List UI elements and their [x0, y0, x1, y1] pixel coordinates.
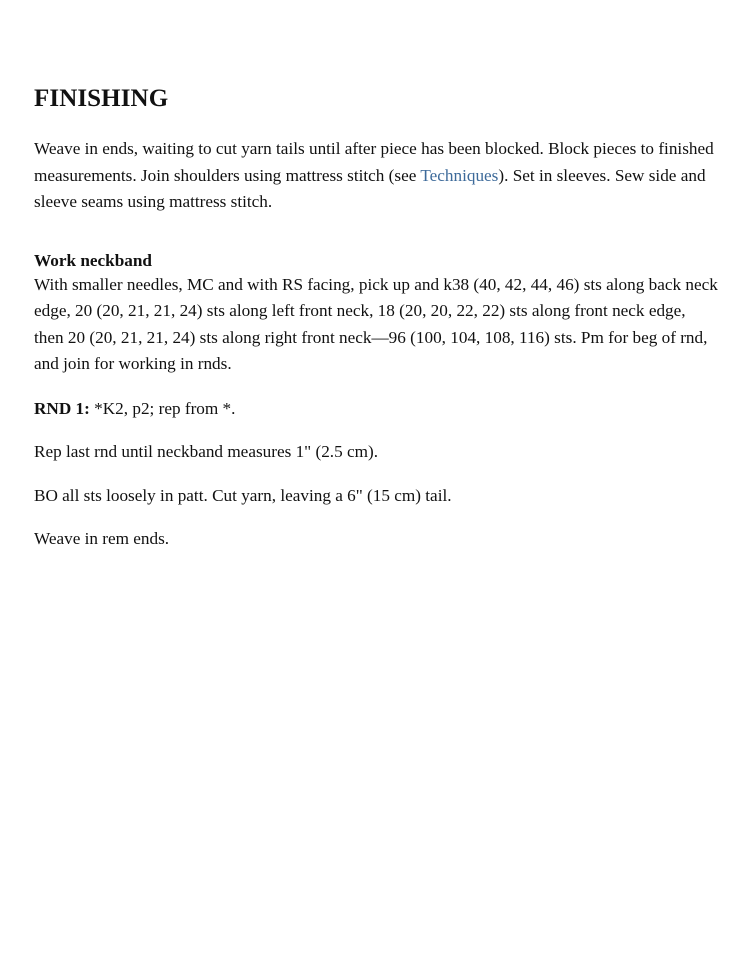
repeat-instruction: Rep last rnd until neckband measures 1" (2.5 cm).	[34, 442, 378, 461]
intro-text-before: Weave in ends, waiting to cut yarn tails until after piece has been blocked. Block pieces to finished measurements. Join shoulders using mattress stitch (see	[34, 139, 714, 185]
intro-text-after: ). Set in sleeves. Sew side and sleeve seams using mattress stitch.	[34, 165, 706, 211]
rnd1-instruction	[34, 396, 718, 423]
rnd1-label: RND 1:	[34, 398, 90, 418]
document-page	[34, 84, 718, 553]
neckband-text: With smaller needles, MC and with RS facing, pick up and k38 (40, 42, 44, 46) sts along back neck edge, 20 (20, 21, 21, 24) sts along left front neck, 18 (20, 20, 22, 22) sts along front neck edge, then 20 (20, 21, 21, 24) sts along right front neck—96 (100, 104, 108, 116) sts. Pm for beg of rnd, and join for working in rnds.	[34, 274, 718, 373]
neckband-heading: Work neckband	[34, 250, 152, 270]
rnd1-text: *K2, p2; rep from *.	[89, 398, 236, 418]
neckband-section	[34, 250, 718, 378]
weave-instruction: Weave in rem ends.	[34, 529, 170, 548]
bind-off-instruction: BO all sts loosely in patt. Cut yarn, leaving a 6" (15 cm) tail.	[34, 485, 452, 505]
section-heading: FINISHING	[34, 85, 169, 112]
techniques-link[interactable]: Techniques	[420, 165, 499, 185]
finishing-paragraph	[34, 136, 718, 216]
